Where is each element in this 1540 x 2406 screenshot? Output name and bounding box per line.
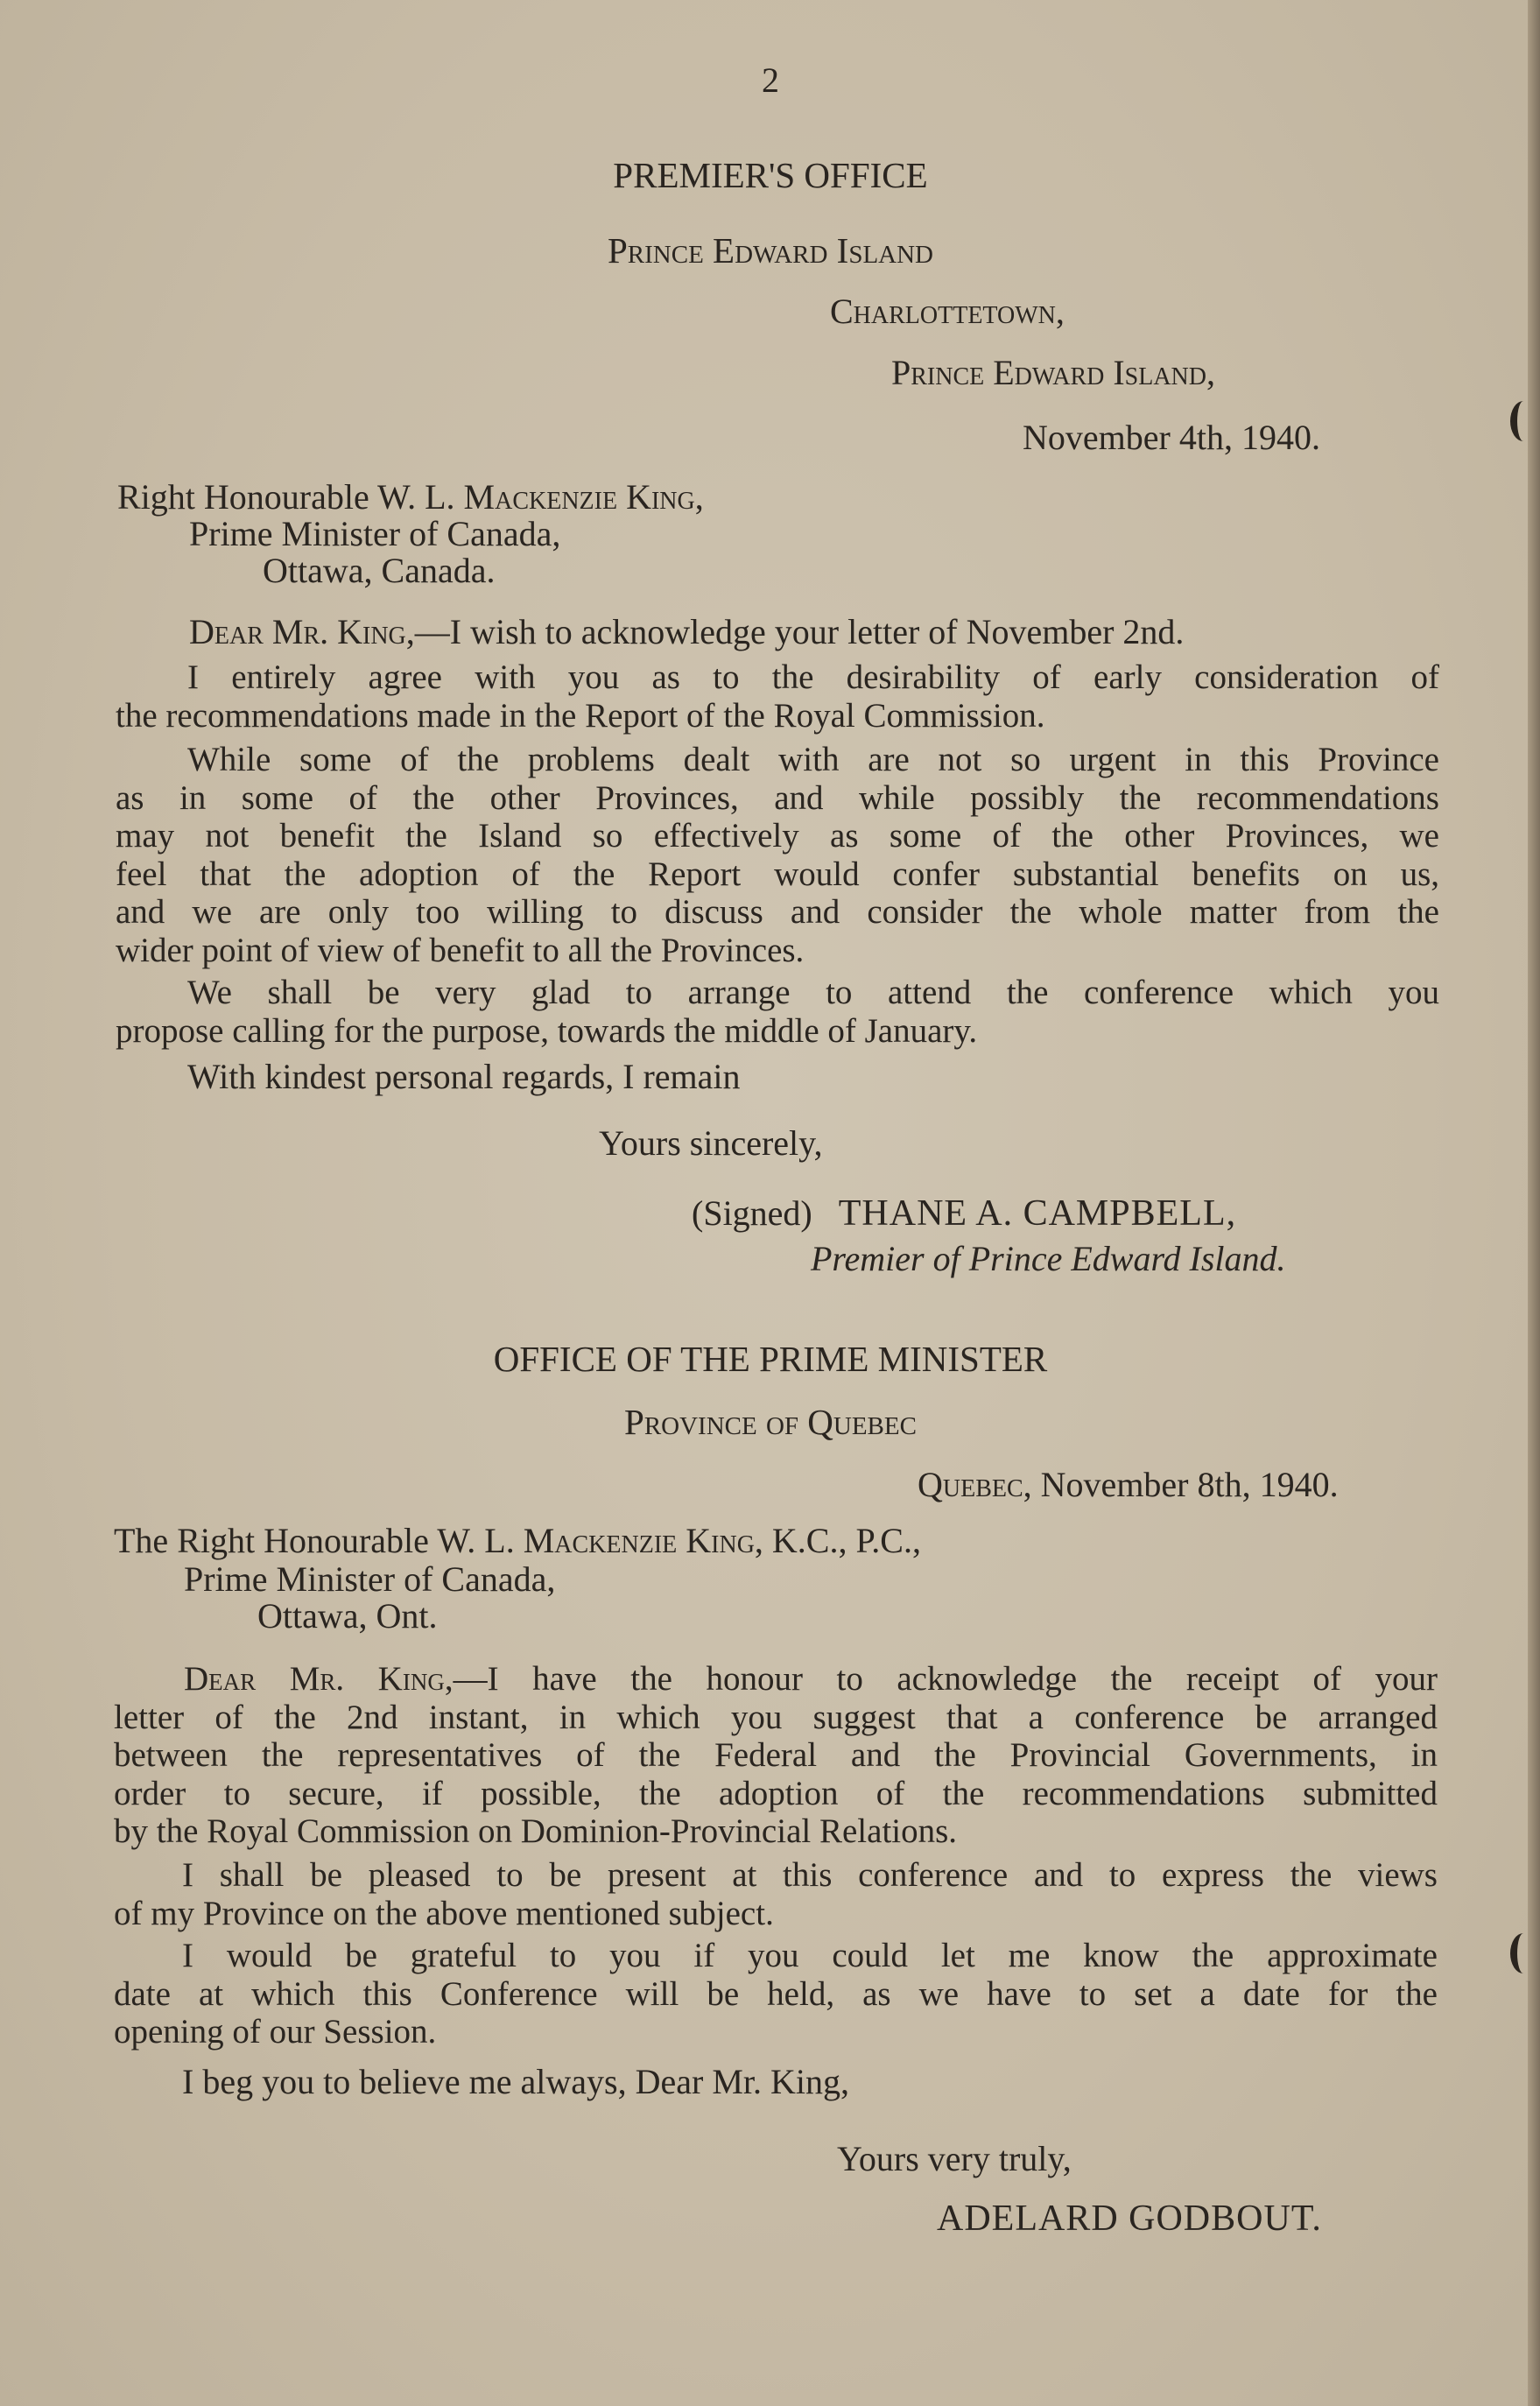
- paragraph-line: and we are only too willing to discuss and consider the whole matter from the: [116, 893, 1439, 931]
- paragraph-line: by the Royal Commission on Dominion-Provincial Relations.: [114, 1812, 958, 1850]
- letter2-place-date: [918, 1466, 1339, 1504]
- letter2-closing: Yours very truly,: [837, 2139, 1072, 2178]
- addressee-prefix: The Right Honourable W. L.: [114, 1521, 524, 1560]
- letter1-signature-line: [692, 1194, 1236, 1233]
- paragraph-line: order to secure, if possible, the adoption of the recommendations submitted: [114, 1774, 1438, 1812]
- letter2-paragraph-3: [114, 1937, 1438, 2051]
- letter1-paragraph-3: [116, 741, 1439, 969]
- letter1-paragraph-1: [189, 613, 1184, 651]
- paragraph-line: [114, 1660, 1438, 1699]
- letter1-office-heading: PREMIER'S OFFICE: [613, 155, 928, 195]
- addressee-name: Mackenzie King,: [523, 1521, 763, 1560]
- binding-mark: [1510, 401, 1536, 441]
- addressee-name: Mackenzie King,: [463, 477, 704, 517]
- letter1-date: November 4th, 1940.: [1023, 418, 1320, 457]
- paragraph-line: may not benefit the Island so effectively as some of the other Provinces, we: [116, 817, 1439, 855]
- binding-mark: [1510, 1933, 1536, 1973]
- place: Quebec,: [918, 1465, 1032, 1504]
- letter1-paragraph-5: With kindest personal regards, I remain: [187, 1057, 741, 1096]
- page-number: 2: [762, 60, 779, 100]
- letter2-paragraph-4: I beg you to believe me always, Dear Mr. King,: [182, 2062, 850, 2101]
- paragraph-line: propose calling for the purpose, towards the middle of January.: [116, 1011, 978, 1050]
- letter2-signer: ADELARD GODBOUT.: [937, 2198, 1322, 2239]
- paragraph-line: I entirely agree with you as to the desirability of early consideration of: [187, 658, 1439, 696]
- letter1-place-line2: Prince Edward Island,: [891, 353, 1215, 392]
- letter1-signer-title: Premier of Prince Edward Island.: [811, 1239, 1286, 1278]
- paragraph-line: feel that the adoption of the Report would confer substantial benefits on us,: [116, 855, 1439, 893]
- paragraph-line: I would be grateful to you if you could let me know the approximate: [182, 1937, 1438, 1974]
- signer-name: THANE A. CAMPBELL,: [838, 1193, 1237, 1234]
- paragraph-line: between the representatives of the Federal and the Provincial Governments, in: [114, 1736, 1438, 1774]
- salutation: Dear Mr. King,: [184, 1660, 454, 1698]
- letter1-addressee-line2: Prime Minister of Canada,: [189, 514, 561, 553]
- letter2-office-heading: OFFICE OF THE PRIME MINISTER: [493, 1339, 1048, 1379]
- letter1-province: Prince Edward Island: [608, 230, 933, 271]
- letter2-addressee-line1: [114, 1522, 921, 1560]
- paragraph-line: I shall be pleased to be present at this conference and to express the views: [182, 1856, 1438, 1894]
- letter1-paragraph-2: [116, 658, 1439, 735]
- paragraph-line: wider point of view of benefit to all the Provinces.: [116, 931, 805, 969]
- paragraph-line: While some of the problems dealt with are not so urgent in this Province: [187, 741, 1439, 778]
- paragraph-text: —I wish to acknowledge your letter of November 2nd.: [414, 612, 1185, 651]
- letter1-closing: Yours sincerely,: [599, 1123, 823, 1163]
- letter1-paragraph-4: [116, 974, 1439, 1050]
- paragraph-line: date at which this Conference will be held, as we have to set a date for the: [114, 1974, 1438, 2013]
- salutation: Dear Mr. King,: [189, 612, 415, 651]
- paragraph-line: of my Province on the above mentioned subject.: [114, 1894, 774, 1932]
- signed-label: (Signed): [692, 1193, 812, 1233]
- letter1-place-line1: Charlottetown,: [830, 292, 1065, 331]
- page-edge: [1528, 0, 1540, 2406]
- paragraph-text: —I have the honour to acknowledge the receipt of your: [453, 1660, 1438, 1698]
- date: November 8th, 1940.: [1031, 1465, 1339, 1504]
- paragraph-line: opening of our Session.: [114, 2013, 437, 2051]
- letter2-paragraph-1: [114, 1660, 1438, 1851]
- letter2-paragraph-2: [114, 1856, 1438, 1932]
- letter1-addressee-line3: Ottawa, Canada.: [263, 551, 496, 590]
- paragraph-line: We shall be very glad to arrange to attend the conference which you: [187, 974, 1439, 1011]
- letter2-addressee-line3: Ottawa, Ont.: [257, 1596, 438, 1636]
- letter2-province: Province of Quebec: [624, 1402, 917, 1442]
- addressee-suffix: K.C., P.C.,: [763, 1521, 921, 1560]
- paragraph-line: letter of the 2nd instant, in which you suggest that a conference be arranged: [114, 1698, 1438, 1736]
- addressee-prefix: Right Honourable W. L.: [117, 477, 464, 517]
- letter2-addressee-line2: Prime Minister of Canada,: [184, 1559, 556, 1599]
- paragraph-line: the recommendations made in the Report of the Royal Commission.: [116, 696, 1045, 735]
- letter1-addressee-line1: [117, 478, 704, 517]
- paragraph-line: as in some of the other Provinces, and while possibly the recommendations: [116, 778, 1439, 817]
